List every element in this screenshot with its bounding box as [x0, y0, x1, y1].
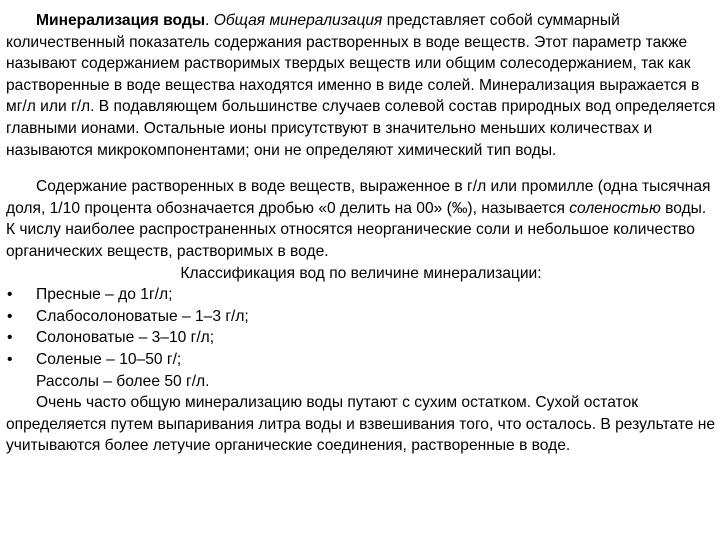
bullet-icon: •: [7, 350, 13, 368]
list-item: [6, 327, 716, 349]
list-item-text: Слабосолоноватые – 1–3 г/л;: [36, 307, 249, 325]
list-item: [6, 349, 716, 371]
list-item: [6, 284, 716, 306]
mineralization-text: представляет собой суммарный количественный показатель содержания растворенных в воде веществ. Этот параметр также называют содержанием растворимых твердых веществ или общим солесодержанием, так как растворенные в воде вещества находятся именно в виде солей. Минерализация выражается в мг/л или г/л. В подавляющем большинстве случаев солевой состав природных вод определяется главными ионами. Остальные ионы присутствуют в значительно меньших количествах и называются микрокомпонентами; они не определяют химический тип воды.: [6, 12, 716, 159]
title-separator: .: [205, 12, 214, 29]
bullet-icon: •: [7, 307, 13, 325]
salinity-term: соленостью: [569, 199, 661, 217]
document-page: [6, 10, 716, 457]
mineralization-title: Минерализация воды: [36, 12, 206, 29]
list-item-text: Пресные – до 1г/л;: [36, 286, 173, 304]
salinity-text-after: воды. К числу наиболее распространенных относятся неорганические соли и небольшое количество органических веществ, растворимых в воде.: [6, 199, 707, 260]
classification-list: [6, 284, 716, 370]
total-mineralization-term: Общая минерализация: [213, 12, 383, 29]
paragraph-mineralization: [6, 10, 716, 161]
classification-heading: Классификация вод по величине минерализации:: [180, 264, 542, 282]
paragraph-salinity: [6, 176, 716, 262]
bullet-icon: •: [7, 286, 13, 304]
bullet-icon: •: [7, 329, 13, 347]
paragraph-dry-residue: Очень часто общую минерализацию воды путают с сухим остатком. Сухой остаток определяется путем выпаривания литра воды и взвешивания того, что осталось. В результате не учитываются более летучие органические соединения, растворенные в воде.: [6, 394, 716, 455]
salinity-text-before: Содержание растворенных в воде веществ, выраженное в г/л или промилле (одна тысячная доля, 1/10 процента обозначается дробью «0 делить на 00» (‰), называется: [6, 178, 711, 217]
list-item-text: Соленые – 10–50 г/;: [36, 350, 182, 368]
brines-line: Рассолы – более 50 г/л.: [36, 372, 210, 390]
list-item-text: Солоноватые – 3–10 г/л;: [36, 329, 215, 347]
list-item: [6, 306, 716, 328]
